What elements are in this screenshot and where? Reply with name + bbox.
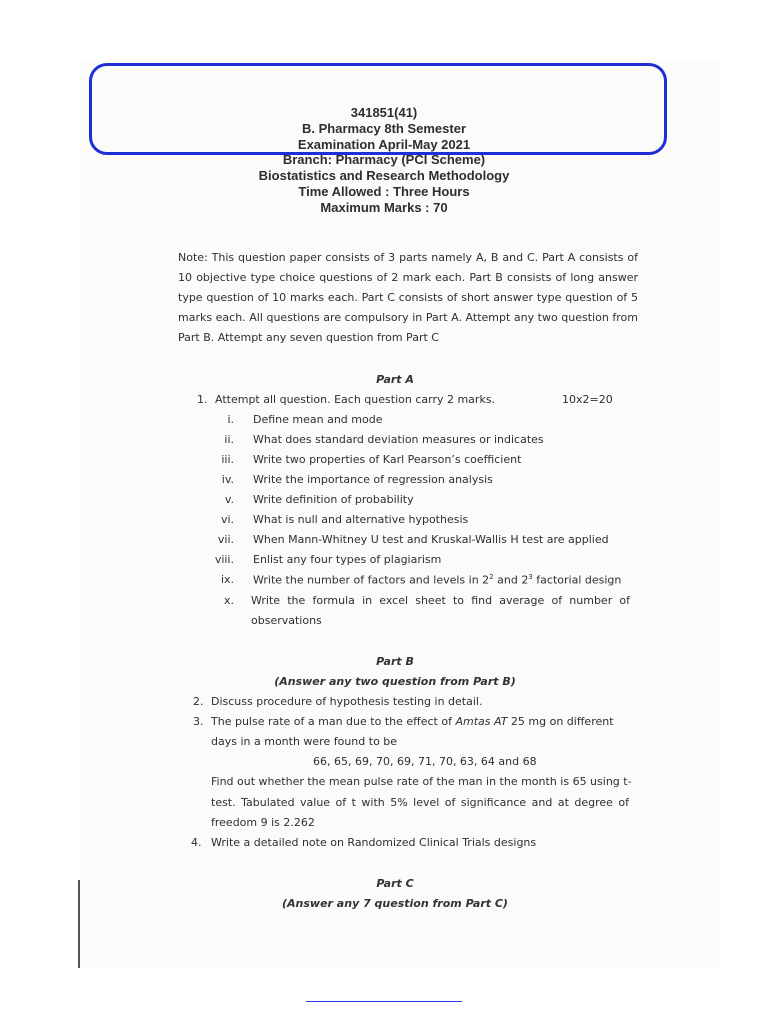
item-text: What does standard deviation measures or indicates	[253, 433, 544, 446]
highlight-annotation-box	[89, 63, 667, 155]
item-text: Write the formula in excel sheet to find average of number of	[251, 594, 630, 607]
part-a-title: Part A	[376, 373, 414, 386]
item-text: What is null and alternative hypothesis	[253, 513, 469, 526]
course-title: B. Pharmacy 8th Semester	[301, 121, 467, 136]
q3-values: 66, 65, 69, 70, 69, 71, 70, 63, 64 and 68	[313, 755, 537, 768]
item-number: vi.	[220, 513, 234, 526]
item-number: viii.	[214, 553, 234, 566]
q1-marks: 10x2=20	[562, 393, 613, 406]
q1-number: 1.	[197, 393, 208, 406]
item-text: Define mean and mode	[253, 413, 383, 426]
q1-text: Attempt all question. Each question carry 2 marks.	[215, 393, 496, 406]
exam-session: Examination April-May 2021	[297, 137, 471, 152]
q3-line4: test. Tabulated value of t with 5% level of significance and at degree of	[211, 796, 629, 809]
item-text: When Mann-Whitney U test and Kruskal-Wallis H test are applied	[253, 533, 609, 546]
instructions-note: Note: This question paper consists of 3 parts namely A, B and C. Part A consists of 10 objective type choice questions of 2 mark each. Part B consists of long answer type question of 10 marks each. Part C consists of short answer type question of 5 marks each. All questions are compulsory in Part A. Attempt any two question from Part B. Attempt any seven question from Part C	[178, 251, 638, 344]
q3-line5: freedom 9 is 2.262	[211, 816, 315, 829]
q3-line1: The pulse rate of a man due to the effect of Amtas AT 25 mg on different	[211, 715, 614, 728]
q3-line3: Find out whether the mean pulse rate of the man in the month is 65 using t-	[211, 775, 632, 788]
q2-number: 2.	[193, 695, 204, 708]
item-number: ii.	[224, 433, 234, 446]
item-number: i.	[227, 413, 234, 426]
item-number: v.	[224, 493, 234, 506]
time-allowed: Time Allowed : Three Hours	[298, 184, 470, 199]
q4-number: 4.	[191, 836, 202, 849]
item-number: vii.	[217, 533, 234, 546]
branch: Branch: Pharmacy (PCI Scheme)	[282, 152, 486, 167]
item-number: x.	[223, 594, 234, 607]
part-c-subtitle: (Answer any 7 question from Part C)	[282, 897, 508, 910]
q4-text: Write a detailed note on Randomized Clinical Trials designs	[211, 836, 537, 849]
q3-number: 3.	[193, 715, 204, 728]
item-number: ix.	[220, 573, 234, 586]
item-text: Write the importance of regression analysis	[253, 473, 493, 486]
part-b-subtitle: (Answer any two question from Part B)	[274, 675, 516, 688]
item-text: Enlist any four types of plagiarism	[253, 553, 442, 566]
item-text: Write definition of probability	[253, 493, 414, 506]
q3-line2: days in a month were found to be	[211, 735, 398, 748]
q2-text: Discuss procedure of hypothesis testing in detail.	[211, 695, 483, 708]
part-b-title: Part B	[376, 655, 414, 668]
item-number: iv.	[221, 473, 234, 486]
subject-title: Biostatistics and Research Methodology	[258, 168, 510, 183]
item-text-continued: observations	[251, 614, 322, 627]
page-edge-shadow	[78, 880, 80, 968]
bottom-link-underline[interactable]	[306, 1001, 462, 1002]
maximum-marks: Maximum Marks : 70	[320, 200, 448, 215]
item-number: iii.	[221, 453, 234, 466]
item-text: Write two properties of Karl Pearson’s coefficient	[253, 453, 522, 466]
paper-code: 341851(41)	[350, 105, 418, 120]
part-c-title: Part C	[376, 877, 414, 890]
item-text-factorial: Write the number of factors and levels in $2^2$ and $2^3$ factorial design	[253, 573, 622, 587]
